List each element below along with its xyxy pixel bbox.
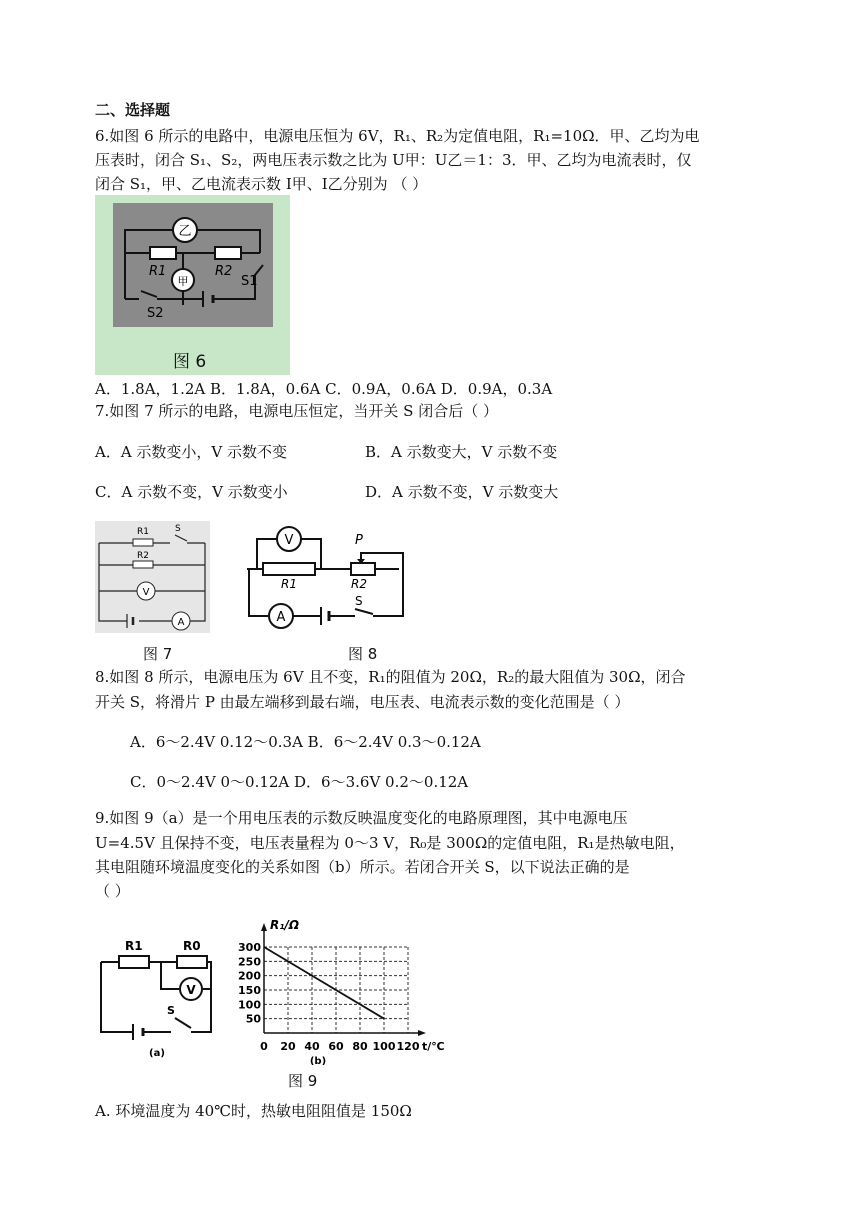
figure-9a [95,932,235,1062]
figure-8-caption: 图 8 [348,645,378,663]
s-label: S [175,524,181,534]
q7-option-b: B．A 示数变大，V 示数不变 [365,443,558,461]
r1-label: R1 [281,577,297,591]
y-axis-label: R₁/Ω [270,918,300,932]
r1-label: R1 [149,264,167,279]
figure-9b-chart [236,915,446,1065]
voltmeter-label: V [142,587,150,598]
x-tick-label: 60 [328,1040,344,1053]
x-tick-label: 100 [372,1040,396,1053]
x-tick-label: 120 [396,1040,420,1053]
figure-6-caption: 图 6 [173,352,207,372]
q9-line3: 其电阻随环境温度变化的关系如图（b）所示。若闭合开关 S，以下说法正确的是 [95,858,630,876]
q7-option-a: A．A 示数变小，V 示数不变 [95,443,288,461]
r2-label: R2 [215,264,233,279]
circuit-diagram-9a [95,932,235,1062]
x-tick-label: 40 [304,1040,320,1053]
q6-line2: 压表时，闭合 S₁、S₂，两电压表示数之比为 U甲：U乙＝1：3．甲、乙均为电流表时，仅 [95,151,692,169]
subfigure-b-label: (b) [309,1056,327,1065]
circuit-diagram-8 [243,521,408,636]
q8-line2: 开关 S，将滑片 P 由最左端移到最右端，电压表、电流表示数的变化范围是（ ） [95,693,630,711]
r0-label: R0 [183,939,201,953]
figure-9-caption: 图 9 [288,1072,318,1090]
r2-label: R2 [351,577,367,591]
y-tick-label: 250 [238,955,261,969]
q8-options-ab: A．6～2.4V 0.12～0.3A B．6～2.4V 0.3～0.12A [130,733,481,751]
ammeter-label: A [276,610,286,625]
figure-7 [95,521,210,633]
q8-options-cd: C．0～2.4V 0～0.12A D．6～3.6V 0.2～0.12A [130,773,469,791]
y-tick-label: 150 [238,984,261,997]
q6-options: A．1.8A，1.2A B．1.8A，0.6A C．0.9A，0.6A D．0.9A，0.3A [95,380,553,398]
q9-line1: 9.如图 9（a）是一个用电压表的示数反映温度变化的电路原理图，其中电源电压 [95,809,628,827]
y-tick-label: 300 [238,941,261,954]
ammeter-label: A [177,617,185,628]
y-tick-label: 200 [238,969,261,983]
y-tick-label: 100 [238,998,261,1012]
q9-line2: U=4.5V 且保持不变，电压表量程为 0～3 V，R₀是 300Ω的定值电阻，R₁是热敏电阻， [95,834,685,852]
voltmeter-label: V [284,533,294,548]
circuit-diagram-7 [95,521,210,633]
subfigure-a-label: (a) [149,1048,165,1059]
x-tick-label: 0 [260,1040,268,1053]
q6-line1: 6.如图 6 所示的电路中，电源电压恒为 6V，R₁、R₂为定值电阻，R₁=10Ω．甲、乙均为电 [95,127,700,145]
voltmeter-label: V [186,983,196,997]
series-line [264,947,384,1019]
slider-p-label: P [355,533,363,548]
meter-yi-label: 乙 [178,224,192,239]
r1-label: R1 [125,939,143,953]
figure-6 [95,195,290,375]
q7-option-c: C．A 示数不变，V 示数变小 [95,483,288,501]
q8-line1: 8.如图 8 所示，电源电压为 6V 且不变，R₁的阻值为 20Ω，R₂的最大阻值为 30Ω，闭合 [95,668,686,686]
figure-8 [243,521,408,636]
figure-7-caption: 图 7 [143,645,173,663]
r2-label: R2 [137,551,149,561]
s2-label: S2 [147,306,164,321]
q9-option-a: A. 环境温度为 40℃时，热敏电阻阻值是 150Ω [95,1102,412,1120]
r1-label: R1 [137,527,149,537]
q7-stem: 7.如图 7 所示的电路，电源电压恒定，当开关 S 闭合后（ ） [95,402,498,420]
q7-option-d: D．A 示数不变，V 示数变大 [365,483,559,501]
switch-s-label: S [167,1004,175,1017]
switch-s-label: S [355,594,363,608]
x-tick-label: 20 [280,1040,296,1053]
x-tick-label: 80 [352,1040,368,1053]
y-axis-arrow [261,923,267,931]
meter-jia-label: 甲 [177,275,189,288]
s1-label: S1 [241,274,258,289]
x-axis-label: t/℃ [422,1040,445,1053]
x-axis-arrow [418,1030,426,1036]
q9-line4: （ ） [95,882,130,900]
section-heading: 二、选择题 [95,101,171,119]
resistance-temperature-chart [236,915,446,1065]
q6-line3: 闭合 S₁，甲、乙电流表示数 I甲、I乙分别为 （ ） [95,175,428,193]
y-tick-label: 50 [245,1012,261,1026]
